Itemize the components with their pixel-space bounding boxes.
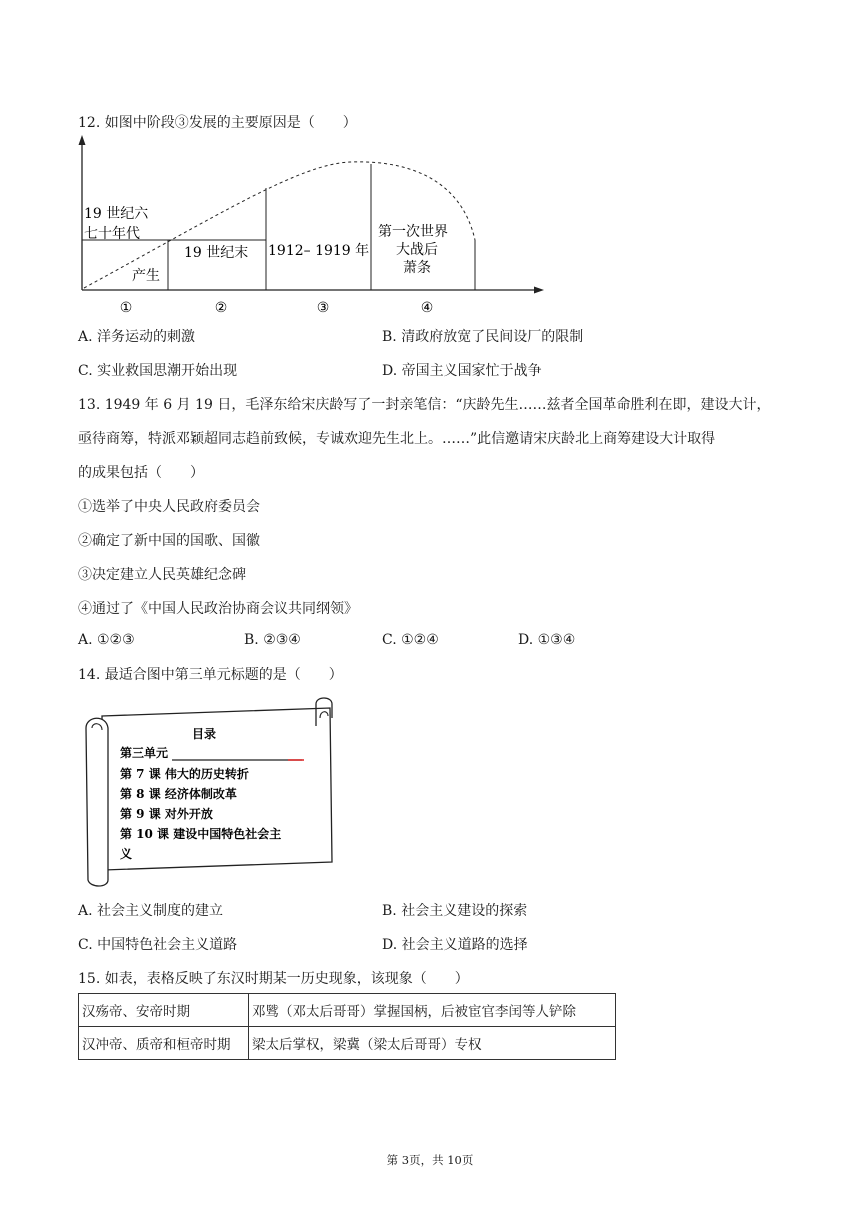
- q13-stem-line2: 亟待商筹，特派邓颖超同志趋前致候，专诚欢迎先生北上。……”此信邀请宋庆龄北上商筹建设大计取得: [78, 431, 716, 447]
- x-axis-arrow: [534, 287, 544, 294]
- scroll-title: 目录: [192, 727, 217, 741]
- scroll-lesson-10-cont: 义: [120, 847, 133, 861]
- stage-1-label-bottom: 产生: [132, 268, 160, 284]
- q13-option-b[interactable]: B. ②③④: [244, 632, 301, 648]
- stage-3-label: 1912– 1919 年: [268, 243, 370, 259]
- q13-option-a[interactable]: A. ①②③: [78, 632, 135, 648]
- table-row: [79, 994, 616, 1027]
- q13-item-2: ②确定了新中国的国歌、国徽: [78, 533, 260, 549]
- q13-stem-line3: 的成果包括（ ）: [78, 465, 204, 481]
- q15-table: [78, 993, 616, 1060]
- scroll-lesson-9: 第 9 课 对外开放: [120, 807, 213, 821]
- stage-number-2: ②: [214, 300, 228, 316]
- stage-4-label-2: 大战后: [396, 242, 438, 258]
- q14-scroll-figure: [80, 694, 344, 890]
- q13-item-1: ①选举了中央人民政府委员会: [78, 499, 260, 515]
- stage-4-label-1: 第一次世界: [378, 224, 448, 240]
- stage-1-label-top1: 19 世纪六: [84, 206, 149, 222]
- q14-option-b[interactable]: B. 社会主义建设的探索: [382, 903, 528, 919]
- stage-number-1: ①: [119, 300, 133, 316]
- q14-stem: 14. 最适合图中第三单元标题的是（ ）: [78, 667, 343, 683]
- scroll-unit: 第三单元: [120, 746, 169, 760]
- table-cell: 汉冲帝、质帝和桓帝时期: [79, 1027, 249, 1060]
- page-footer: 第 3页，共 10页: [386, 1153, 474, 1167]
- q13-option-c[interactable]: C. ①②④: [382, 632, 439, 648]
- q13-option-d[interactable]: D. ①③④: [518, 632, 576, 648]
- stage-4-label-3: 萧条: [403, 260, 431, 276]
- table-cell: 汉殇帝、安帝时期: [79, 994, 249, 1027]
- q13-item-3: ③决定建立人民英雄纪念碑: [78, 567, 246, 583]
- scroll-lesson-8: 第 8 课 经济体制改革: [120, 787, 237, 801]
- y-axis-arrow: [79, 135, 86, 145]
- q14-option-a[interactable]: A. 社会主义制度的建立: [78, 903, 224, 919]
- stage-number-4: ④: [420, 300, 434, 316]
- q14-option-c[interactable]: C. 中国特色社会主义道路: [78, 937, 238, 953]
- q15-stem: 15. 如表，表格反映了东汉时期某一历史现象，该现象（ ）: [78, 971, 469, 987]
- stage-2-label: 19 世纪末: [184, 245, 249, 261]
- stage-1-label-top2: 七十年代: [84, 226, 140, 242]
- scroll-lesson-7: 第 7 课 伟大的历史转折: [120, 767, 249, 781]
- q12-option-c[interactable]: C. 实业救国思潮开始出现: [78, 363, 238, 379]
- q13-item-4: ④通过了《中国人民政治协商会议共同纲领》: [78, 601, 358, 617]
- q12-stem: 12. 如图中阶段③发展的主要原因是（ ）: [78, 115, 357, 131]
- q13-stem-line1: 13. 1949 年 6 月 19 日，毛泽东给宋庆龄写了一封亲笔信：“庆龄先生……兹者全国革命胜利在即，建设大计，: [78, 397, 771, 413]
- table-row: [79, 1027, 616, 1060]
- q14-option-d[interactable]: D. 社会主义道路的选择: [382, 937, 528, 953]
- q12-option-b[interactable]: B. 清政府放宽了民间设厂的限制: [382, 329, 584, 345]
- q12-option-a[interactable]: A. 洋务运动的刺激: [78, 329, 196, 345]
- scroll-roll-left: [86, 718, 108, 886]
- table-cell: 梁太后掌权，梁冀（梁太后哥哥）专权: [249, 1027, 616, 1060]
- scroll-lesson-10: 第 10 课 建设中国特色社会主: [120, 827, 282, 841]
- stage-number-3: ③: [316, 300, 330, 316]
- q12-figure: [70, 134, 550, 320]
- q12-option-d[interactable]: D. 帝国主义国家忙于战争: [382, 363, 542, 379]
- table-cell: 邓骘（邓太后哥哥）掌握国柄，后被宦官李闰等人铲除: [249, 994, 616, 1027]
